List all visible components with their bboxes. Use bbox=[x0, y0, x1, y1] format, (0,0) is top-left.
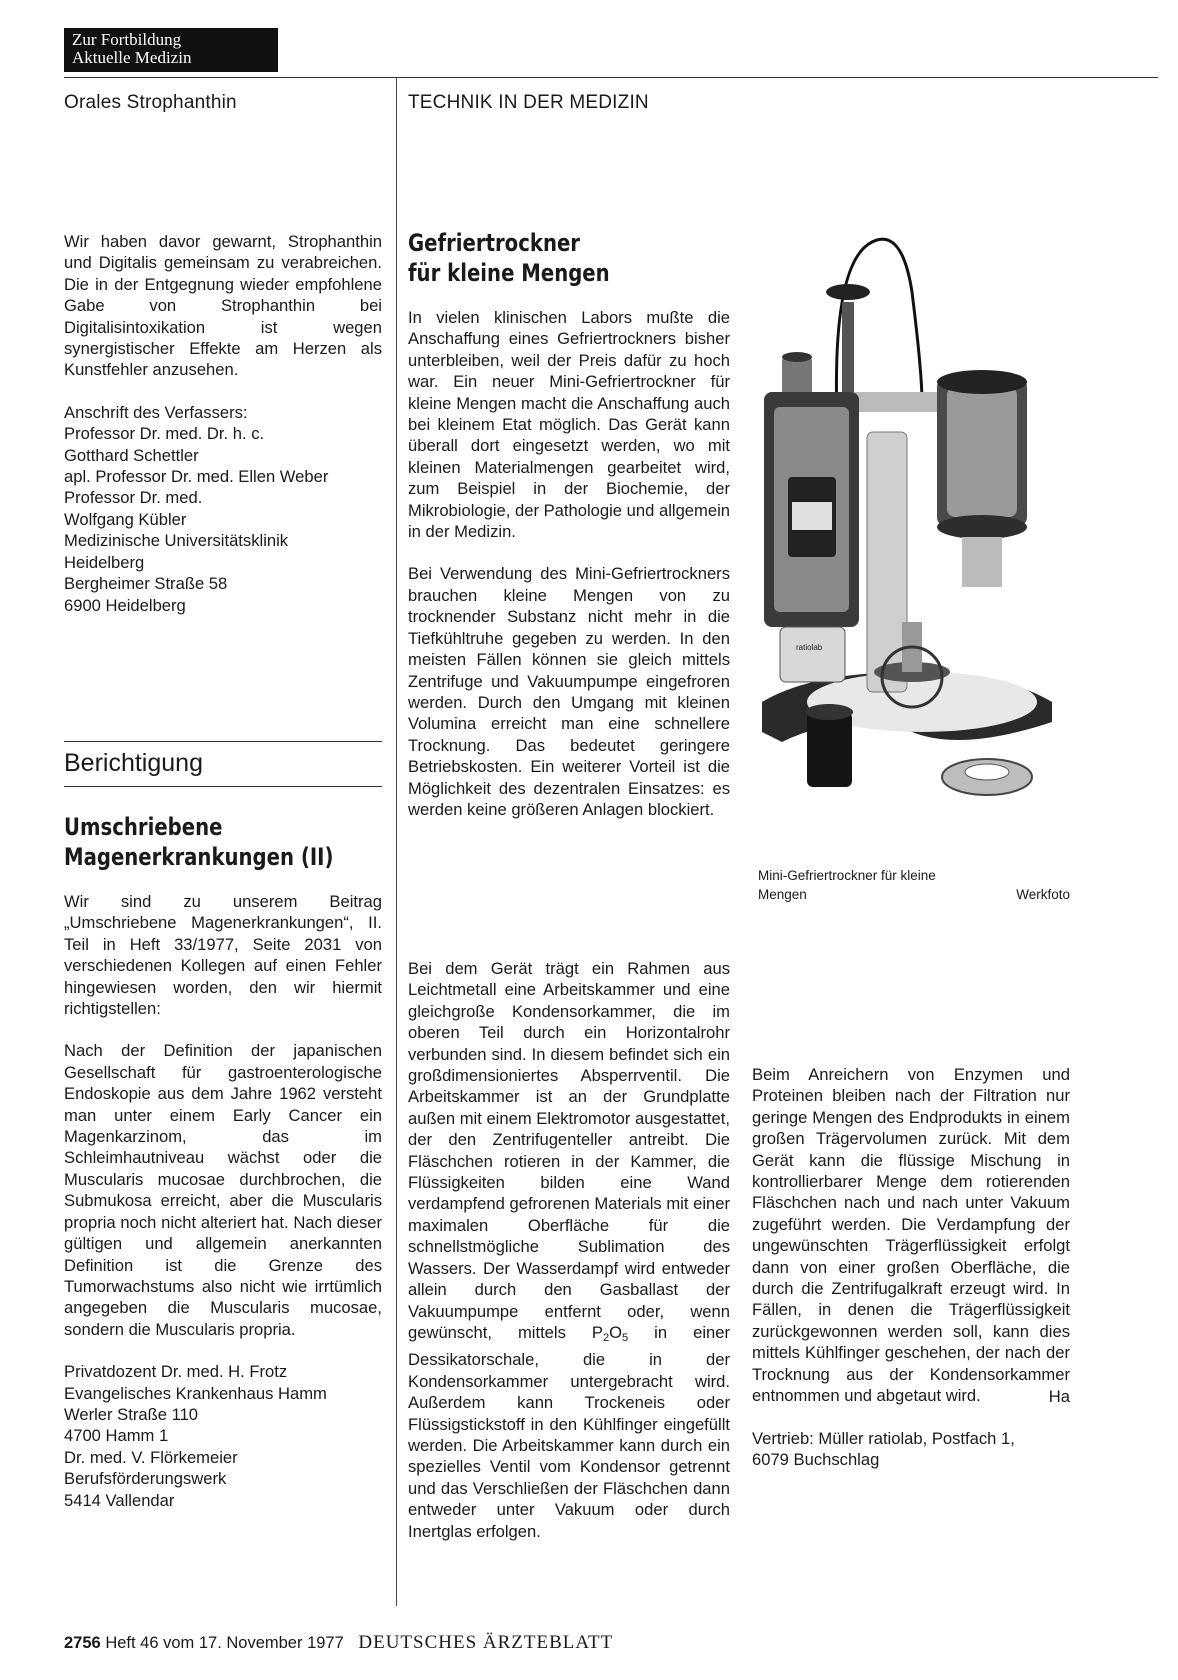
vertrieb-line-2: 6079 Buchschlag bbox=[752, 1450, 880, 1470]
address-line: Berufsförderungswerk bbox=[64, 1469, 227, 1489]
subscript-5: 5 bbox=[622, 1331, 629, 1344]
strophanthin-block bbox=[64, 231, 382, 616]
article-para-4: Beim Anreichern von Enzymen und Proteinen bleiben nach der Filtration nur geringe Mengen des Endprodukts in einem großen Trägervolumen zurück. Mit dem Gerät kann die flüssige Mischung in kontrollierbarer Menge dem rotierenden Fläschchen nach und nach unter Vakuum zugeführt werden. Die Verdampfung der ungewünschten Trägerflüssigkeit erfolgt dann von einer großen Oberfläche, die durch die Zentrifugalkraft erzeugt wird. In Fällen, in denen die Trägerflüssigkeit zurückgewonnen werden soll, kann dies mittels Kühlfinger geschehen, der nach der Trocknung aus der Kondensorkammer entnommen und abgetaut wird. bbox=[752, 1065, 1070, 1406]
page-footer bbox=[64, 1632, 613, 1654]
berichtigung-para-2: Nach der Definition der japanischen Gesellschaft für gastroenterologische Endoskopie aus dem Jahre 1962 versteht man unter einem Early Cancer ein Magenkarzinom, das im Schleimhautniveau wächst oder die Muscularis mucosae durchbrochen, die Submukosa erreicht, aber die Muscularis propria noch nicht alteriert hat. Nach dieser gültigen und allgemein anerkannten Definition ist die Grenze des Tumorwachstums also nicht wie irrtümlich angegeben die Muscularis mucosae, sondern die Muscularis propria. bbox=[64, 1041, 382, 1339]
strophanthin-text: Wir haben davor gewarnt, Strophanthin und Digitalis gemeinsam zu verabreichen. Die in der Entgegnung wieder empfohlene Gabe von Strophanthin bei Digitalisintoxikation ist wegen synergistischer Effekte am Herzen als Kunstfehler anzusehen. bbox=[64, 232, 382, 380]
photo-caption bbox=[758, 866, 1070, 904]
freeze-dryer-image bbox=[752, 232, 1072, 852]
address-line: Werler Straße 110 bbox=[64, 1404, 199, 1424]
chem-o: O bbox=[609, 1322, 623, 1342]
header-rule bbox=[64, 77, 1158, 78]
article-title-line-1: Gefriertrockner bbox=[408, 229, 581, 257]
article-title bbox=[408, 228, 730, 288]
caption-line-1: Mini-Gefriertrockner für kleine bbox=[758, 868, 936, 883]
berichtigung-rule-top bbox=[64, 741, 382, 742]
address-line: Medizinische Universitätsklinik bbox=[64, 531, 289, 551]
berichtigung-title bbox=[64, 812, 382, 872]
strophanthin-address bbox=[64, 402, 382, 616]
tag-line-1: Zur Fortbildung bbox=[72, 30, 182, 49]
subscript-2: 2 bbox=[602, 1331, 610, 1344]
right-section-title: TECHNIK IN DER MEDIZIN bbox=[408, 92, 649, 113]
address-line: 4700 Hamm 1 bbox=[64, 1426, 169, 1446]
issue-info: Heft 46 vom 17. November 1977 bbox=[105, 1634, 344, 1652]
address-line: Bergheimer Straße 58 bbox=[64, 574, 228, 594]
magazine-name: DEUTSCHES ÄRZTEBLATT bbox=[358, 1632, 614, 1653]
berichtigung-address bbox=[64, 1361, 382, 1511]
article-right-bottom bbox=[752, 1064, 1070, 1471]
author-sign: Ha bbox=[1048, 1386, 1070, 1406]
address-line: Heidelberg bbox=[64, 552, 145, 572]
address-line: apl. Professor Dr. med. Ellen Weber bbox=[64, 467, 329, 487]
vertrieb-line-1: Vertrieb: Müller ratiolab, Postfach 1, bbox=[752, 1428, 1015, 1448]
berichtigung-title-line-2: Magenerkrankungen (II) bbox=[64, 843, 334, 871]
article-para-3 bbox=[408, 958, 730, 1541]
address-line: Anschrift des Verfassers: bbox=[64, 402, 248, 422]
column-divider bbox=[396, 78, 397, 1606]
left-section-title: Orales Strophanthin bbox=[64, 92, 237, 113]
address-line: Privatdozent Dr. med. H. Frotz bbox=[64, 1362, 288, 1382]
berichtigung-heading: Berichtigung bbox=[64, 749, 203, 777]
address-line: Professor Dr. med. bbox=[64, 488, 203, 508]
photo-label: ratiolab bbox=[796, 643, 823, 652]
section-tag bbox=[64, 28, 278, 72]
caption-mengen: Mengen bbox=[758, 887, 807, 902]
article-para-1: In vielen klinischen Labors mußte die Anschaffung eines Gefriertrockners bisher unterbleiben, weil der Preis dafür zu hoch war. Ein neuer Mini-Gefriertrockner für kleine Mengen macht die Anschaffung auch bei kleinem Etat möglich. Das Gerät kann überall dort eingesetzt werden, wo mit kleinen Materialmengen gearbeitet wird, zum Beispiel in der Biochemie, der Mikrobiologie, der Pathologie und allgemein in der Medizin. bbox=[408, 308, 730, 542]
device-photo bbox=[752, 232, 1072, 852]
address-line: Professor Dr. med. Dr. h. c. bbox=[64, 424, 265, 444]
address-line: Gotthard Schettler bbox=[64, 445, 199, 465]
address-line: 5414 Vallendar bbox=[64, 1490, 175, 1510]
tag-line-2: Aktuelle Medizin bbox=[72, 48, 192, 67]
address-line: Dr. med. V. Flörkemeier bbox=[64, 1447, 238, 1467]
article-para-3-part-2: in einer Dessikatorschale, die in der Kondensorkammer untergebracht wird. Außerdem kann Trockeneis oder Flüssigstickstoff in den Kühlfinger eingefüllt werden. Die Arbeitskammer kann durch ein spezielles Ventil vom Kondensor getrennt und das Verschließen der Fläschchen dann entweder unter Vakuum oder durch Inertglas erfolgen. bbox=[408, 1322, 730, 1541]
berichtigung-body bbox=[64, 891, 382, 1511]
berichtigung-rule-bottom bbox=[64, 786, 382, 787]
article-intro bbox=[408, 307, 730, 820]
article-title-line-2: für kleine Mengen bbox=[408, 259, 610, 287]
vertrieb bbox=[752, 1428, 1070, 1471]
address-line: Wolfgang Kübler bbox=[64, 509, 187, 529]
berichtigung-para-1: Wir sind zu unserem Beitrag „Umschriebene Magenerkrankungen“, II. Teil in Heft 33/1977, Seite 2031 von verschiedenen Kollegen auf einen Fehler hingewiesen worden, den wir hiermit richtigstellen: bbox=[64, 892, 382, 1019]
address-line: 6900 Heidelberg bbox=[64, 595, 186, 615]
page-number: 2756 bbox=[64, 1634, 101, 1652]
article-para-2: Bei Verwendung des Mini-Gefriertrockners brauchen kleine Mengen von zu trocknender Substanz nicht mehr in die Tiefkühltruhe gegeben zu werden. In den meisten Fällen können sie gleich mittels Zentrifuge und Vakuumpumpe eingefroren werden. Durch den Umgang mit kleinen Volumina erreicht man eine schnellere Trocknung. Das bedeutet geringere Betriebskosten. Ein weiterer Vorteil ist die Möglichkeit des dezentralen Einsatzes: es werden keine größeren Anlagen blockiert. bbox=[408, 564, 730, 819]
address-line: Evangelisches Krankenhaus Hamm bbox=[64, 1383, 327, 1403]
berichtigung-title-line-1: Umschriebene bbox=[64, 813, 223, 841]
caption-credit: Werkfoto bbox=[1016, 887, 1070, 902]
article-para-3-part-1: Bei dem Gerät trägt ein Rahmen aus Leichtmetall eine Arbeitskammer und eine gleichgroße Kondensorkammer, die im oberen Teil durch ein Horizontalrohr verbunden sind. In diesem befindet sich ein großdimensioniertes Absperrventil. Die Arbeitskammer ist an der Grundplatte außen mit einem Elektromotor ausgestattet, der den Zentrifugenteller antreibt. Die Fläschchen rotieren in der Kammer, die Flüssigkeiten bilden eine Wand verdampfend gefrorenen Materials mit einer maximalen Oberfläche für die schnellstmögliche Sublimation des Wassers. Der Wasserdampf wird entweder allein durch den Gasballast der Vakuumpumpe entfernt oder, wenn gewünscht, mittels P bbox=[408, 959, 730, 1342]
